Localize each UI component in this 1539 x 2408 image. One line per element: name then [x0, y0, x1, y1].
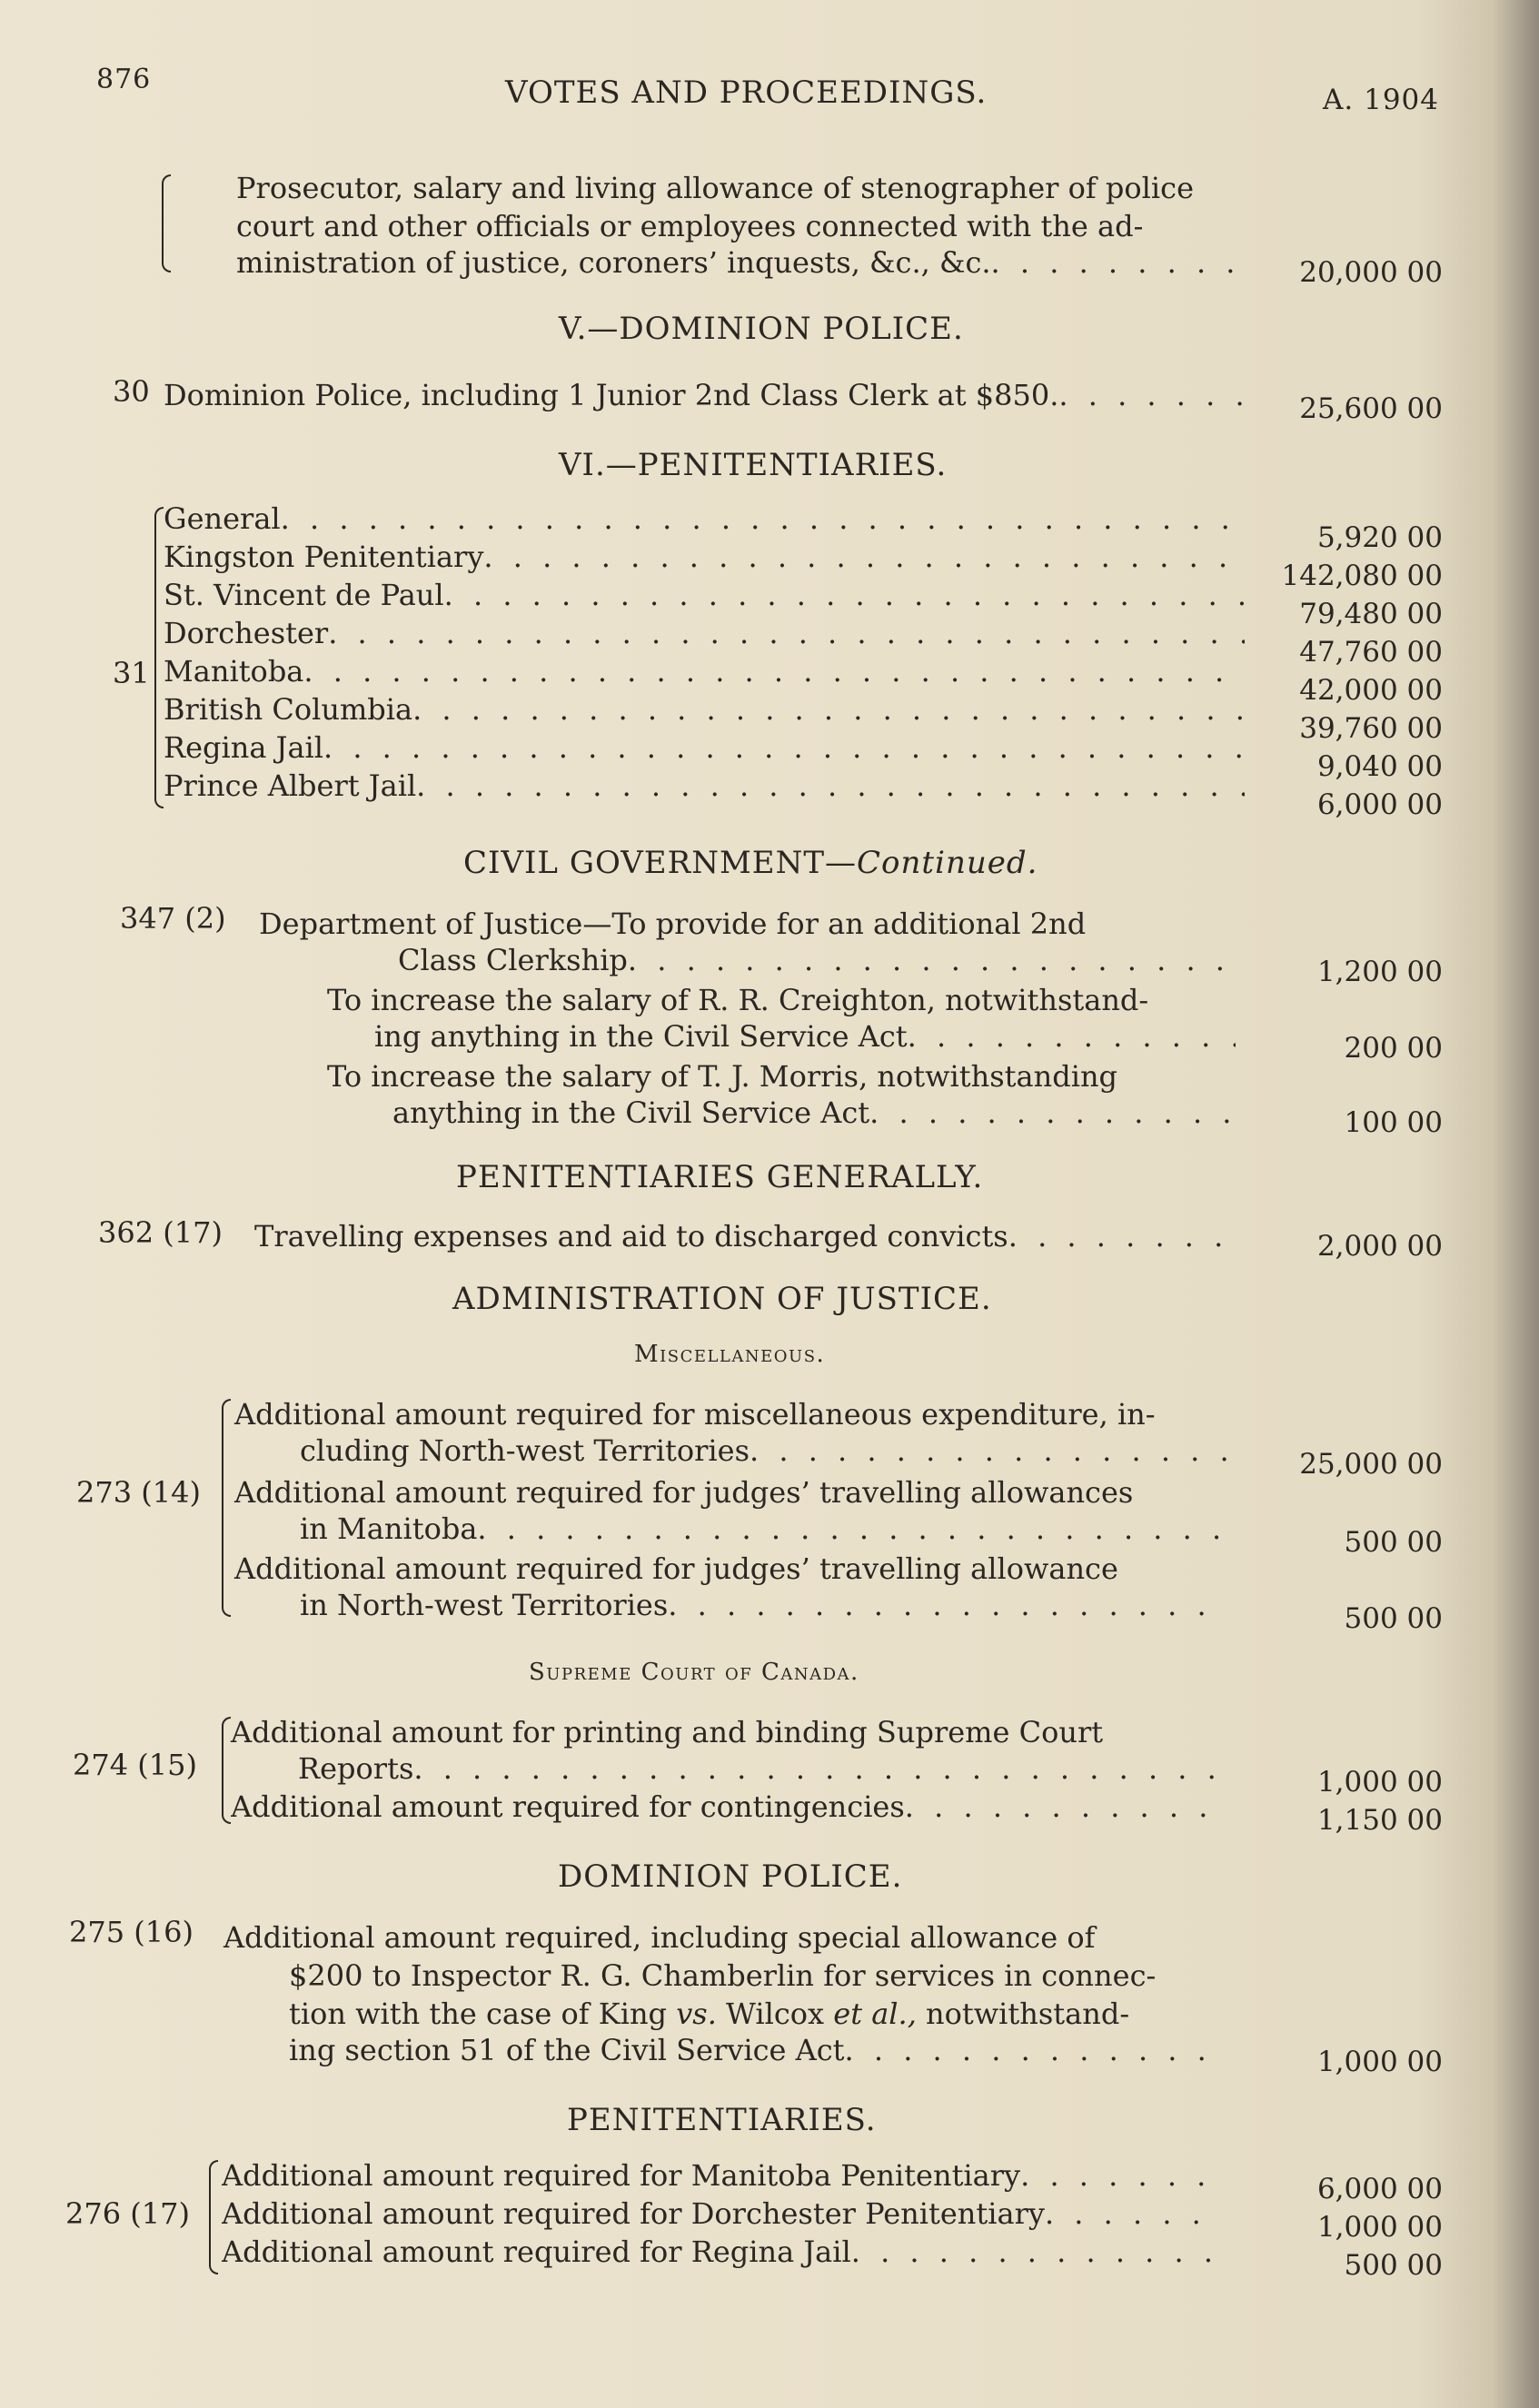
text-line: ing section 51 of the Civil Service Act . . . [289, 2033, 1219, 2067]
list-item: Dorchester . . . [164, 616, 1245, 650]
section-title: PENITENTIARIES GENERALLY. [456, 1159, 984, 1195]
amount: 6,000 00 [1316, 788, 1443, 821]
text-line: Additional amount required, including special allowance of [223, 1920, 1096, 1955]
text-line: Additional amount required for judges’ travelling allowance [234, 1551, 1118, 1586]
amount: 142,080 00 [1281, 560, 1443, 592]
amount: 39,760 00 [1299, 712, 1443, 745]
list-item: Additional amount required for Dorchester Penitentiary . . . [222, 2196, 1217, 2231]
list-item: Additional amount required for Manitoba Penitentiary . . . [222, 2158, 1217, 2193]
text-line: ministration of justice, coroners’ inquests, &c., &c. . . . [236, 245, 1245, 280]
year-marker: A. 1904 [1323, 84, 1439, 116]
vote-number: 275 (16) [69, 1915, 194, 1949]
text-line: To increase the salary of R. R. Creighton, notwithstand- [327, 983, 1149, 1017]
text-line: $200 to Inspector R. G. Chamberlin for services in connec- [289, 1958, 1157, 1993]
list-item: British Columbia . . . [164, 692, 1245, 727]
list-item: Prince Albert Jail . . . [164, 768, 1245, 803]
amount: 9,040 00 [1316, 750, 1443, 783]
list-item: Manitoba . . . [164, 654, 1245, 689]
section-title: PENITENTIARIES. [567, 2102, 877, 2138]
amount: 25,600 00 [1299, 392, 1443, 425]
section-title: V.—DOMINION POLICE. [559, 311, 964, 347]
list-item: General . . . [164, 501, 1245, 536]
brace [162, 174, 171, 273]
text-line: Prosecutor, salary and living allowance of stenographer of police [236, 171, 1194, 205]
text-line: Additional amount required for miscellaneous expenditure, in- [234, 1397, 1156, 1432]
text-line: ing anything in the Civil Service Act . . . [374, 1019, 1236, 1054]
vote-number: 274 (15) [73, 1748, 197, 1782]
text-line: anything in the Civil Service Act . . . [392, 1095, 1236, 1130]
amount: 1,200 00 [1316, 956, 1443, 988]
section-title: ADMINISTRATION OF JUSTICE. [452, 1281, 992, 1317]
list-item: Regina Jail . . . [164, 730, 1245, 765]
vote-number: 31 [113, 656, 150, 690]
list-item: St. Vincent de Paul . . . [164, 578, 1245, 612]
amount: 1,000 00 [1316, 2211, 1443, 2244]
list-item: Additional amount required for Regina Jail . . . [222, 2235, 1217, 2269]
amount: 5,920 00 [1316, 521, 1443, 554]
vote-number: 347 (2) [120, 901, 226, 936]
list-item: Kingston Penitentiary . . . [164, 540, 1245, 574]
vote-number: 362 (17) [98, 1215, 223, 1250]
text-line: To increase the salary of T. J. Morris, notwithstanding [327, 1059, 1118, 1094]
running-title: VOTES AND PROCEEDINGS. [505, 74, 988, 111]
section-title: VI.—PENITENTIARIES. [559, 447, 948, 483]
amount: 42,000 00 [1299, 674, 1443, 707]
amount: 25,000 00 [1299, 1448, 1443, 1481]
amount: 47,760 00 [1299, 636, 1443, 669]
text-line: Additional amount required for judges’ travelling allowances [234, 1475, 1134, 1510]
text-line: Department of Justice—To provide for an additional 2nd [259, 907, 1087, 941]
section-subtitle: Miscellaneous. [634, 1341, 826, 1368]
text-line: court and other officials or employees connected with the ad- [236, 209, 1144, 243]
amount: 1,150 00 [1316, 1804, 1443, 1837]
section-subtitle: Supreme Court of Canada. [529, 1659, 859, 1686]
amount: 200 00 [1344, 1032, 1443, 1065]
amount: 2,000 00 [1316, 1230, 1443, 1263]
amount: 500 00 [1344, 1526, 1443, 1559]
section-title: DOMINION POLICE. [558, 1858, 903, 1895]
text-line: Dominion Police, including 1 Junior 2nd Class Clerk at $850. . . . [164, 378, 1245, 412]
amount: 1,000 00 [1316, 1766, 1443, 1799]
page-number: 876 [96, 64, 152, 95]
text-line: cluding North-west Territories . . . [300, 1433, 1226, 1468]
text-line: tion with the case of King vs. Wilcox et al., notwithstand- [289, 1997, 1130, 2031]
amount: 500 00 [1344, 1602, 1443, 1635]
brace [222, 1399, 231, 1617]
amount: 20,000 00 [1299, 256, 1443, 289]
text-line: Additional amount required for contingencies . . . [231, 1789, 1221, 1824]
vote-number: 273 (14) [76, 1475, 201, 1510]
vote-number: 276 (17) [65, 2196, 190, 2231]
text-line: in Manitoba . . . [300, 1511, 1226, 1546]
amount: 79,480 00 [1299, 598, 1443, 630]
brace [154, 507, 164, 808]
amount: 500 00 [1344, 2249, 1443, 2282]
brace [209, 2160, 218, 2274]
text-line: Class Clerkship . . . [398, 943, 1236, 977]
text-line: Reports . . . [298, 1751, 1221, 1786]
vote-number: 30 [113, 374, 150, 409]
amount: 6,000 00 [1316, 2173, 1443, 2205]
amount: 100 00 [1344, 1106, 1443, 1139]
text-line: in North-west Territories . . . [300, 1588, 1226, 1622]
section-title: CIVIL GOVERNMENT—Continued. [463, 845, 1038, 881]
text-line: Travelling expenses and aid to discharged convicts . . . [254, 1219, 1236, 1254]
brace [222, 1717, 231, 1824]
amount: 1,000 00 [1316, 2046, 1443, 2078]
text-line: Additional amount for printing and binding Supreme Court [231, 1715, 1104, 1749]
